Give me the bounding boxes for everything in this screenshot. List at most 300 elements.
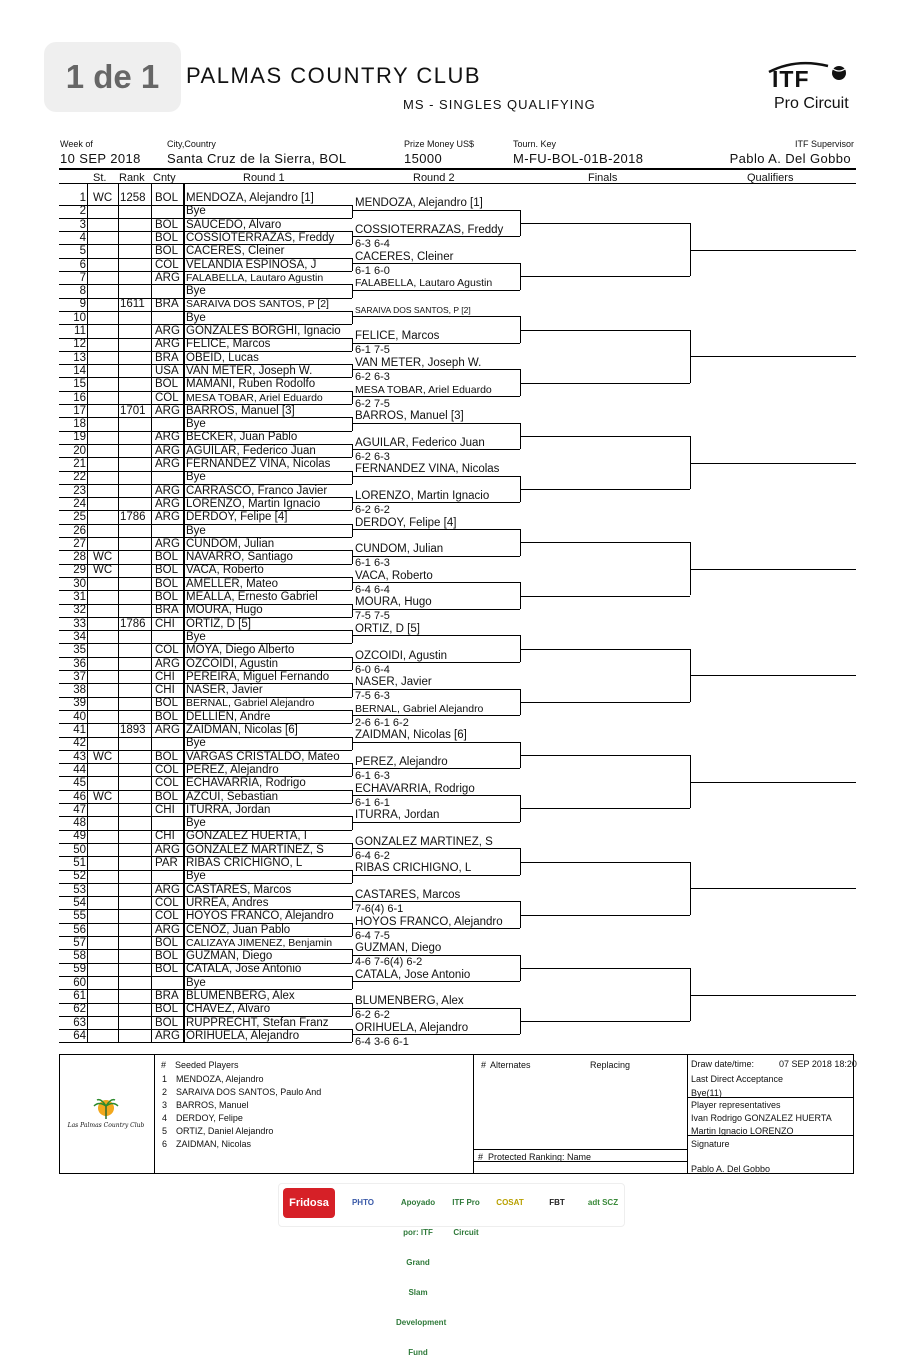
player-name: BECKER, Juan Pablo — [186, 431, 298, 444]
col-header-finals: Finals — [588, 172, 618, 184]
player-name: BARROS, Manuel [3] — [186, 404, 295, 417]
draw-position: 13 — [73, 351, 86, 364]
draw-position: 35 — [73, 644, 86, 657]
tourn-key-label: Tourn. Key — [513, 139, 557, 149]
pro-circuit-text: Pro Circuit — [774, 95, 849, 112]
draw-position: 11 — [74, 325, 86, 337]
prize-label: Prize Money US$ — [404, 139, 475, 149]
draw-position: 24 — [73, 497, 86, 510]
seed-number: 1 — [162, 1074, 168, 1084]
player-country: BOL — [155, 936, 179, 949]
last-da-value: Bye(11) — [691, 1088, 722, 1098]
round2-winner: RIBAS CRICHIGNO, L — [355, 862, 472, 875]
player-country: ARG — [155, 511, 180, 524]
player-country: BOL — [155, 551, 179, 564]
player-name: Bye — [186, 205, 206, 218]
draw-position: 32 — [73, 604, 86, 617]
finals-rule — [520, 542, 690, 543]
supervisor-label: ITF Supervisor — [794, 139, 854, 149]
draw-position: 21 — [73, 458, 86, 470]
seed-name: SARAIVA DOS SANTOS, Paulo And — [176, 1087, 322, 1097]
player-country: BOL — [155, 750, 179, 763]
player-country: ARG — [155, 271, 180, 284]
bracket-connector — [352, 604, 353, 617]
sponsor-logo: COSAT — [495, 1188, 525, 1218]
player-country: ARG — [155, 843, 180, 856]
player-country: COL — [155, 910, 179, 923]
round2-rule — [353, 822, 520, 823]
round2-winner: AGUILAR, Federico Juan — [355, 436, 485, 449]
finals-rule — [520, 436, 690, 437]
draw-position: 19 — [73, 431, 86, 444]
player-country: ARG — [155, 1029, 180, 1042]
player-name: CHAVEZ, Alvaro — [186, 1003, 271, 1016]
bracket-connector — [352, 471, 353, 484]
draw-position: 45 — [73, 777, 86, 790]
draw-position: 46 — [73, 790, 86, 803]
player-country: ARG — [155, 497, 180, 510]
player-name: CARRASCO, Franco Javier — [186, 484, 328, 497]
draw-position: 63 — [73, 1016, 86, 1029]
round2-winner: ZAIDMAN, Nicolas [6] — [355, 729, 467, 742]
week-label: Week of — [60, 139, 93, 149]
bracket-connector — [352, 657, 353, 670]
draw-position: 49 — [73, 830, 86, 843]
player-country: CHI — [155, 803, 175, 816]
player-name: CACERES, Cleiner — [186, 245, 285, 258]
bracket-connector — [352, 391, 353, 404]
player-name: ITURRA, Jordan — [186, 803, 271, 816]
round2-winner: GONZALEZ MARTINEZ, S — [355, 835, 493, 848]
col-header-round2: Round 2 — [413, 172, 455, 184]
player-name: VARGAS CRISTALDO, Mateo — [186, 750, 340, 763]
table-column-divider — [118, 184, 119, 1043]
player-name: CUNDOM, Julian — [186, 537, 275, 550]
bracket-connector — [352, 710, 353, 723]
player-country: COL — [155, 258, 179, 271]
bracket-connector — [352, 949, 353, 962]
round2-score: 6-1 6-1 — [355, 796, 390, 809]
round2-winner: CACERES, Cleiner — [355, 250, 454, 263]
rep-1: Ivan Rodrigo GONZALEZ HUERTA — [691, 1113, 832, 1123]
player-name: SARAIVA DOS SANTOS, P [2] — [186, 298, 329, 311]
bracket-connector — [352, 1003, 353, 1016]
draw-position: 42 — [73, 737, 86, 750]
signature-name: Pablo A. Del Gobbo — [691, 1164, 771, 1174]
draw-position: 2 — [79, 205, 86, 218]
draw-position: 64 — [73, 1029, 86, 1042]
qualifier-rule — [690, 356, 856, 357]
player-name: Bye — [186, 630, 206, 643]
tournament-title: PALMAS COUNTRY CLUB — [186, 63, 482, 88]
round2-rule — [353, 316, 520, 317]
player-name: AMELLER, Mateo — [186, 577, 279, 590]
round2-winner: MESA TOBAR, Ariel Eduardo — [355, 383, 492, 396]
player-name: RUPPRECHT, Stefan Franz — [186, 1016, 329, 1029]
qualifier-rule — [690, 888, 856, 889]
player-name: ECHAVARRIA, Rodrigo — [186, 777, 306, 790]
player-country: BRA — [155, 351, 179, 364]
table-column-divider — [184, 184, 185, 1043]
finals-rule — [520, 862, 690, 863]
round2-winner: ECHAVARRIA, Rodrigo — [355, 782, 475, 795]
draw-position: 37 — [73, 670, 86, 683]
player-country: BOL — [155, 192, 179, 204]
seed-name: ZAIDMAN, Nicolas — [176, 1139, 252, 1149]
round2-score: 6-4 6-4 — [355, 583, 390, 596]
player-country: BOL — [155, 245, 179, 258]
sponsor-frame — [278, 1183, 625, 1227]
event-subtitle: MS - SINGLES QUALIFYING — [403, 97, 596, 112]
player-country: BOL — [155, 564, 179, 577]
week-value: 10 SEP 2018 — [60, 151, 141, 166]
round2-score: 4-6 7-6(4) 6-2 — [355, 956, 423, 969]
seed-name: MENDOZA, Alejandro — [176, 1074, 264, 1084]
round2-score: 6-1 6-3 — [355, 769, 390, 782]
player-name: Bye — [186, 285, 206, 298]
player-country: BOL — [155, 963, 179, 976]
player-name: FERNANDEZ VINA, Nicolas — [186, 458, 331, 470]
round2-score: 7-5 7-5 — [355, 610, 390, 623]
round2-score: 6-4 6-2 — [355, 849, 390, 862]
player-name: Bye — [186, 311, 206, 324]
player-country: CHI — [155, 830, 175, 843]
player-country: COL — [155, 644, 179, 657]
player-country: USA — [155, 364, 179, 377]
qualifier-rule — [690, 250, 856, 251]
draw-position: 28 — [73, 551, 86, 564]
round2-score: 6-2 6-3 — [355, 370, 390, 383]
player-country: ARG — [155, 923, 180, 936]
round2-rule — [353, 529, 520, 530]
qualifier-rule — [690, 463, 856, 464]
draw-position: 44 — [73, 763, 86, 776]
player-country: BOL — [155, 1003, 179, 1016]
player-country: BRA — [155, 604, 179, 617]
round2-winner: FERNANDEZ VINA, Nicolas — [355, 463, 500, 476]
reps-label: Player representatives — [691, 1100, 781, 1110]
club-logo-text: Las Palmas Country Club — [67, 1122, 145, 1129]
player-rank: 1786 — [120, 617, 146, 630]
player-name: MAMANI, Ruben Rodolfo — [186, 378, 316, 391]
player-country: ARG — [155, 883, 180, 896]
round2-winner: FALABELLA, Lautaro Agustin — [355, 277, 493, 290]
round2-winner: MOURA, Hugo — [355, 596, 432, 609]
finals-rule — [520, 915, 690, 916]
col-header-st: St. — [93, 172, 107, 184]
player-name: VELANDIA ESPINOSA, J — [186, 258, 317, 271]
round2-winner: BLUMENBERG, Alex — [355, 995, 464, 1008]
player-name: GONZALEZ MARTINEZ, S — [186, 843, 324, 856]
player-country: ARG — [155, 404, 180, 417]
bracket-connector — [352, 683, 353, 696]
draw-position: 55 — [73, 910, 86, 923]
draw-position: 7 — [79, 271, 86, 284]
seed-number: 6 — [162, 1139, 168, 1149]
player-name: GONZALEZ HUERTA, I — [186, 830, 307, 843]
draw-position: 59 — [73, 963, 86, 976]
player-country: ARG — [155, 458, 180, 470]
seed-number: 2 — [162, 1087, 168, 1097]
qualifier-rule — [690, 569, 856, 570]
round2-score: 2-6 6-1 6-2 — [355, 716, 409, 729]
draw-position: 26 — [73, 524, 86, 537]
sponsor-logo: ITF Pro Circuit — [448, 1188, 484, 1218]
draw-position: 22 — [73, 471, 86, 484]
round2-winner: BARROS, Manuel [3] — [355, 410, 464, 423]
round2-winner: NASER, Javier — [355, 676, 432, 689]
player-rank: 1701 — [120, 404, 146, 417]
seeded-hash: # — [161, 1060, 167, 1070]
player-country: COL — [155, 777, 179, 790]
round2-score: 6-0 6-4 — [355, 663, 390, 676]
player-name: ORIHUELA, Alejandro — [186, 1029, 300, 1042]
signature-label: Signature — [691, 1139, 730, 1149]
player-country: ARG — [155, 484, 180, 497]
draw-date-label: Draw date/time: — [691, 1059, 755, 1069]
draw-position: 48 — [73, 817, 86, 830]
bracket-connector — [352, 338, 353, 351]
player-name: ZAIDMAN, Nicolas [6] — [186, 724, 298, 736]
draw-position: 16 — [73, 391, 86, 404]
draw-position: 8 — [79, 285, 86, 298]
round2-winner: OZCOIDI, Agustin — [355, 649, 448, 662]
player-country: BOL — [155, 950, 179, 963]
round2-winner: BERNAL, Gabriel Alejandro — [355, 702, 484, 715]
round2-winner: COSSIOTERRAZAS, Freddy — [355, 223, 504, 236]
draw-position: 18 — [73, 418, 86, 431]
player-name: DERDOY, Felipe [4] — [186, 511, 288, 524]
sponsor-logo: PHTO — [345, 1188, 381, 1218]
player-country: BOL — [155, 697, 179, 710]
player-name: MOYA, Diego Alberto — [186, 644, 295, 657]
supervisor-value: Pablo A. Del Gobbo — [729, 151, 851, 166]
replacing-header: Replacing — [590, 1060, 631, 1070]
player-name: NAVARRO, Santiago — [186, 551, 293, 564]
draw-position: 57 — [73, 936, 86, 949]
draw-position: 52 — [73, 870, 86, 883]
finals-rule — [520, 596, 690, 597]
player-rank: 1786 — [120, 511, 146, 524]
player-name: MESA TOBAR, Ariel Eduardo — [186, 391, 323, 404]
player-name: FALABELLA, Lautaro Agustin — [186, 271, 324, 284]
bracket-connector — [352, 816, 353, 829]
round2-rule — [353, 981, 520, 982]
draw-position: 43 — [73, 750, 86, 763]
player-country: BOL — [155, 710, 179, 723]
bracket-connector — [352, 497, 353, 510]
player-country: BRA — [155, 298, 179, 311]
finals-rule — [520, 383, 690, 384]
player-name: PEREZ, Alejandro — [186, 763, 279, 776]
round2-winner: CATALA, Jose Antonio — [355, 968, 471, 981]
bracket-connector — [352, 364, 353, 377]
finals-rule — [520, 223, 690, 224]
round2-winner: CUNDOM, Julian — [355, 543, 444, 556]
draw-position: 5 — [79, 245, 86, 258]
player-country: BOL — [155, 790, 179, 803]
round2-winner: VAN METER, Joseph W. — [355, 356, 482, 369]
player-name: BLUMENBERG, Alex — [186, 990, 295, 1002]
finals-rule — [520, 649, 690, 650]
round2-winner: MENDOZA, Alejandro [1] — [355, 197, 483, 210]
round2-rule — [353, 635, 520, 636]
player-name: HOYOS FRANCO, Alejandro — [186, 910, 334, 923]
draw-position: 20 — [73, 444, 86, 457]
round2-winner: PEREZ, Alejandro — [355, 755, 448, 768]
player-name: URREA, Andres — [186, 896, 269, 909]
round2-rule — [353, 875, 520, 876]
seed-name: BARROS, Manuel — [176, 1100, 249, 1110]
protected-hash: # — [478, 1152, 484, 1162]
player-name: Bye — [186, 418, 206, 431]
bracket-connector — [352, 1029, 353, 1042]
player-name: OZCOIDI, Agustin — [186, 657, 279, 670]
player-country: BOL — [155, 1016, 179, 1029]
round2-winner: ORIHUELA, Alejandro — [355, 1021, 469, 1034]
round2-score: 7-6(4) 6-1 — [355, 902, 404, 915]
round2-rule — [353, 476, 520, 477]
draw-position: 60 — [73, 976, 86, 989]
player-country: ARG — [155, 325, 180, 337]
round2-score: 6-4 7-5 — [355, 929, 390, 942]
sponsor-logo: FBT — [537, 1188, 577, 1218]
city-label: City,Country — [167, 139, 216, 149]
draw-position: 50 — [73, 843, 86, 856]
player-name: DELLIEN, Andre — [186, 710, 271, 723]
player-name: AZCUI, Sebastian — [186, 790, 279, 803]
draw-position: 30 — [73, 577, 86, 590]
qualifier-rule — [690, 995, 856, 996]
draw-position: 9 — [79, 298, 86, 311]
player-name: LORENZO, Martin Ignacio — [186, 497, 321, 510]
col-header-qualifiers: Qualifiers — [747, 172, 794, 184]
player-country: BRA — [155, 990, 179, 1002]
finals-rule — [520, 489, 690, 490]
round2-score: 6-1 7-5 — [355, 344, 390, 357]
draw-position: 39 — [73, 697, 86, 710]
round2-winner: CASTARES, Marcos — [355, 888, 461, 901]
round2-winner: FELICE, Marcos — [355, 330, 440, 343]
draw-position: 27 — [73, 537, 86, 550]
player-name: MENDOZA, Alejandro [1] — [186, 192, 314, 204]
player-country: ARG — [155, 338, 180, 351]
draw-position: 6 — [79, 258, 86, 271]
finals-rule — [520, 276, 690, 277]
round2-winner: ORTIZ, D [5] — [355, 622, 420, 635]
player-name: Bye — [186, 524, 206, 537]
round2-score: 7-5 6-3 — [355, 690, 390, 703]
player-name: BERNAL, Gabriel Alejandro — [186, 697, 315, 710]
draw-position: 53 — [73, 883, 86, 896]
player-name: CALIZAYA JIMENEZ, Benjamin — [186, 936, 333, 949]
player-name: GONZALES BORGHI, Ignacio — [186, 325, 341, 337]
player-name: CENOZ, Juan Pablo — [186, 923, 291, 936]
draw-position: 51 — [73, 857, 86, 869]
table-column-divider — [151, 184, 152, 1043]
finals-rule — [520, 755, 690, 756]
player-country: CHI — [155, 684, 175, 697]
bracket-connector — [352, 550, 353, 563]
player-country: ARG — [155, 444, 180, 457]
draw-position: 38 — [73, 684, 86, 697]
bracket-connector — [352, 870, 353, 883]
player-country: BOL — [155, 231, 179, 244]
round2-rule — [353, 290, 520, 291]
player-name: VACA, Roberto — [186, 564, 264, 577]
draw-position: 62 — [73, 1003, 86, 1016]
player-name: ORTIZ, D [5] — [186, 617, 251, 630]
alternates-hash: # — [481, 1060, 487, 1070]
player-name: RIBAS CRICHIGNO, L — [186, 857, 303, 869]
prize-value: 15000 — [404, 151, 443, 166]
round2-score: 6-3 6-4 — [355, 237, 390, 250]
draw-position: 4 — [79, 231, 86, 244]
row-rule — [59, 1042, 352, 1043]
player-name: MOURA, Hugo — [186, 604, 263, 617]
bracket-connector — [352, 205, 353, 218]
round2-winner: LORENZO, Martin Ignacio — [355, 489, 490, 502]
draw-position: 25 — [73, 511, 86, 524]
player-name: GUZMAN, Diego — [186, 950, 273, 963]
finals-rule — [520, 808, 690, 809]
draw-position: 14 — [73, 364, 86, 377]
round2-winner: HOYOS FRANCO, Alejandro — [355, 915, 503, 928]
finals-rule — [520, 330, 690, 331]
round2-score: 6-2 7-5 — [355, 397, 390, 410]
round2-score: 6-4 3-6 6-1 — [355, 1035, 409, 1048]
player-rank: 1258 — [120, 192, 146, 204]
bracket-connector — [352, 976, 353, 989]
player-name: MEALLA, Ernesto Gabriel — [186, 591, 318, 603]
round2-winner: SARAIVA DOS SANTOS, P [2] — [355, 304, 471, 315]
seed-name: DERDOY, Felipe — [176, 1113, 243, 1123]
bracket-connector — [352, 311, 353, 324]
round2-rule — [353, 423, 520, 424]
bracket-connector — [352, 737, 353, 750]
player-country: BOL — [155, 577, 179, 590]
player-name: CATALA, Jose Antonio — [186, 963, 302, 976]
itf-logo-text: ITF — [772, 66, 810, 92]
entry-status: WC — [93, 750, 113, 763]
finals-rule — [520, 1021, 690, 1022]
col-header-cnty: Cnty — [153, 172, 176, 184]
seed-number: 3 — [162, 1100, 168, 1110]
draw-date-value: 07 SEP 2018 18:20 — [779, 1059, 857, 1069]
entry-status: WC — [93, 192, 113, 204]
tourn-key-value: M-FU-BOL-01B-2018 — [513, 151, 644, 166]
player-country: BOL — [155, 218, 179, 231]
bracket-connector — [352, 284, 353, 297]
bracket-connector — [352, 763, 353, 776]
player-country: BOL — [155, 591, 179, 603]
protected-header: Protected Ranking: Name — [488, 1152, 592, 1162]
qualifier-rule — [690, 675, 856, 676]
entry-status: WC — [93, 551, 113, 564]
club-logo — [64, 1098, 148, 1138]
player-name: Bye — [186, 817, 206, 830]
draw-position: 61 — [73, 990, 86, 1002]
player-country: PAR — [155, 857, 178, 869]
bracket-connector — [352, 231, 353, 244]
draw-position: 40 — [73, 710, 86, 723]
draw-position: 41 — [73, 724, 86, 736]
player-name: CASTARES, Marcos — [186, 883, 292, 896]
player-country: ARG — [155, 724, 180, 736]
seed-name: ORTIZ, Daniel Alejandro — [176, 1126, 274, 1136]
entry-status: WC — [93, 564, 113, 577]
round2-score: 6-2 6-3 — [355, 450, 390, 463]
